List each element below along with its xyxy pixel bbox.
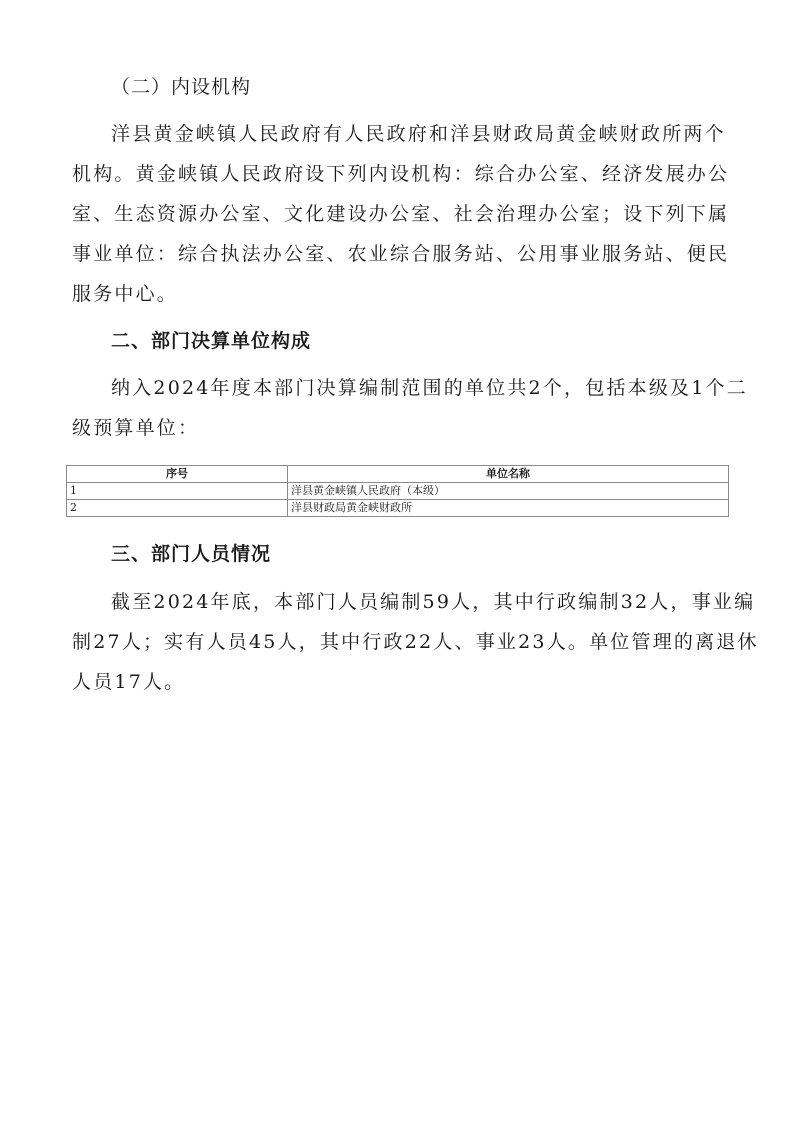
unit-composition-paragraph bbox=[72, 368, 748, 448]
unit-composition-heading: 二、部门决算单位构成 bbox=[111, 330, 312, 352]
internal-structure-paragraph bbox=[72, 114, 732, 314]
staff-heading: 三、部门人员情况 bbox=[111, 543, 272, 565]
column-header-unit-name: 单位名称 bbox=[288, 466, 729, 483]
table-row bbox=[67, 483, 729, 500]
paragraph-line: 人员17人。 bbox=[72, 671, 186, 693]
cell-index: 2 bbox=[67, 500, 288, 517]
cell-index: 1 bbox=[67, 483, 288, 500]
paragraph-line: 纳入2024年度本部门决算编制范围的单位共2个，包括本级及1个二 bbox=[111, 377, 748, 399]
paragraph-line: 事业单位：综合执法办公室、农业综合服务站、公用事业服务站、便民 bbox=[72, 243, 730, 265]
paragraph-line: 服务中心。 bbox=[72, 283, 179, 305]
cell-unit-name: 洋县财政局黄金峡财政所 bbox=[288, 500, 729, 517]
column-header-index: 序号 bbox=[67, 466, 288, 483]
paragraph-line: 截至2024年底，本部门人员编制59人，其中行政编制32人，事业编 bbox=[111, 591, 756, 613]
internal-structure-heading: （二）内设机构 bbox=[111, 76, 252, 98]
paragraph-line: 级预算单位： bbox=[72, 417, 200, 439]
paragraph-line: 室、生态资源办公室、文化建设办公室、社会治理办公室；设下列下属 bbox=[72, 203, 730, 225]
staff-paragraph bbox=[72, 582, 759, 702]
paragraph-line: 洋县黄金峡镇人民政府有人民政府和洋县财政局黄金峡财政所两个 bbox=[111, 123, 726, 145]
cell-unit-name: 洋县黄金峡镇人民政府（本级） bbox=[288, 483, 729, 500]
paragraph-line: 制27人；实有人员45人，其中行政22人、事业23人。单位管理的离退休 bbox=[72, 631, 759, 653]
unit-table bbox=[66, 465, 729, 517]
table-row bbox=[67, 500, 729, 517]
paragraph-line: 机构。黄金峡镇人民政府设下列内设机构：综合办公室、经济发展办公 bbox=[72, 163, 730, 185]
table-header-row bbox=[67, 466, 729, 483]
